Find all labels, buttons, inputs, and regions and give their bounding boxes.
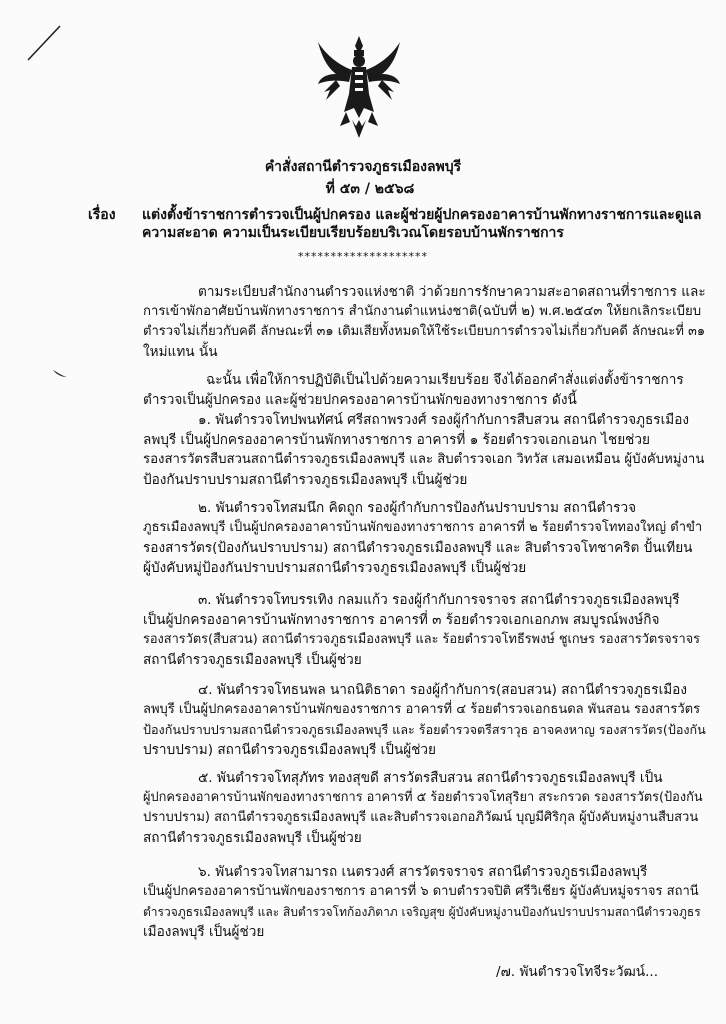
continuation-note: /๗. พันตำรวจโทจีระวัฒน์...: [496, 964, 659, 980]
item3-line-1: ๓. พันตำรวจโทบรรเทิง กลมแก้ว รองผู้กำกับการจราจร สถานีตำรวจภูธรเมืองลพบุรี: [198, 592, 680, 608]
order-line-1: ฉะนั้น เพื่อให้การปฏิบัติเป็นไปด้วยความเรียบร้อย จึงได้ออกคำสั่งแต่งตั้งข้าราชการ: [206, 372, 684, 388]
separator: ********************: [298, 250, 428, 263]
item1-line-4: ป้องกันปราบปรามสถานีตำรวจภูธรเมืองลพบุรี เป็นผู้ช่วย: [143, 472, 468, 488]
subject-line-1: แต่งตั้งข้าราชการตำรวจเป็นผู้ปกครอง และผู้ช่วยผู้ปกครองอาคารบ้านพักทางราชการและดูแล: [142, 207, 702, 223]
order-number: ที่ ๕๓ / ๒๕๖๘: [325, 181, 415, 197]
item3-line-4: สถานีตำรวจภูธรเมืองลพบุรี เป็นผู้ช่วย: [143, 652, 362, 668]
item2-line-3: รองสารวัตร(ป้องกันปราบปราม) สถานีตำรวจภูธรเมืองลพบุรี และ สิบตำรวจโทชาคริต ปั้นเทียน: [143, 540, 693, 556]
intro-line-4: ใหม่แทน นั้น: [143, 344, 218, 360]
item4-line-1: ๔. พันตำรวจโทธนพล นาถนิติธาดา รองผู้กำกับการ(สอบสวน) สถานีตำรวจภูธรเมือง: [198, 682, 687, 698]
item1-line-2: ลพบุรี เป็นผู้ปกครองอาคารบ้านพักทางราชการ อาคารที่ ๑ ร้อยตำรวจเอกเอนก ไชยช่วย: [143, 432, 650, 448]
order-line-2: ตำรวจเป็นผู้ปกครอง และผู้ช่วยปกครองอาคารบ้านพักของทางราชการ ดังนี้: [143, 392, 577, 408]
item5-line-2: ผู้ปกครองอาคารบ้านพักของทางราชการ อาคารที่ ๕ ร้อยตำรวจโทสุริยา สระกรวด รองสารวัตร(ป้องกัน: [143, 790, 703, 805]
item5-line-3: ปราบปราม) สถานีตำรวจภูธรเมืองลพบุรี และสิบตำรวจเอกอภิวัฒน์ บุญมีศิริกุล ผู้บังคับหมู่งานสืบสวน: [143, 810, 699, 825]
item4-line-3: ป้องกันปราบปรามสถานีตำรวจภูธรเมืองลพบุรี และ ร้อยตำรวจตรีสราวุธ อาจคงหาญ รองสารวัตร(ป้องกัน: [143, 722, 706, 737]
subject-label: เรื่อง: [88, 207, 116, 223]
item2-line-4: ผู้บังคับหมู่ป้องกันปราบปรามสถานีตำรวจภูธรเมืองลพบุรี เป็นผู้ช่วย: [143, 560, 527, 576]
item6-line-1: ๖. พันตำรวจโทสามารถ เนตรวงศ์ สารวัตรจราจร สถานีตำรวจภูธรเมืองลพบุรี: [198, 864, 648, 880]
item5-line-4: สถานีตำรวจภูธรเมืองลพบุรี เป็นผู้ช่วย: [143, 830, 362, 846]
intro-line-1: ตามระเบียบสำนักงานตำรวจแห่งชาติ ว่าด้วยการรักษาความสะอาดสถานที่ราชการ และ: [198, 284, 706, 300]
item4-line-2: ลพบุรี เป็นผู้ปกครองอาคารบ้านพักของราชการ อาคารที่ ๔ ร้อยตำรวจเอกธนดล พันสอน รองสารวัตร: [143, 702, 701, 717]
item1-line-3: รองสารวัตรสืบสวนสถานีตำรวจภูธรเมืองลพบุรี และ สิบตำรวจเอก วิทวัส เสมอเหมือน ผู้บังคับหมู่งาน: [143, 452, 705, 467]
item6-line-3: ตำรวจภูธรเมืองลพบุรี และ สิบตำรวจโทก้องภิตาภ เจริญสุข ผู้บังคับหมู่งานป้องกันปราบปรามสถานีตำรวจภูธร: [143, 905, 701, 919]
subject-line-2: ความสะอาด ความเป็นระเบียบเรียบร้อยบริเวณโดยรอบบ้านพักราชการ: [142, 225, 564, 241]
intro-line-2: การเข้าพักอาศัยบ้านพักทางราชการ สำนักงานตำแหน่งชาติ(ฉบับที่ ๒) พ.ศ.๒๕๔๓ ให้ยกเลิกระเบียบ: [143, 304, 702, 319]
item4-line-4: ปราบปราม) สถานีตำรวจภูธรเมืองลพบุรี เป็นผู้ช่วย: [143, 742, 437, 758]
pen-stroke-mark: [24, 22, 64, 62]
ink-mark: [52, 368, 68, 378]
item3-line-3: รองสารวัตร(สืบสวน) สถานีตำรวจภูธรเมืองลพบุรี และ ร้อยตำรวจโทธีรพงษ์ ชูเกษร รองสารวัตรจราจร: [143, 632, 701, 647]
item2-line-2: ภูธรเมืองลพบุรี เป็นผู้ปกครองอาคารบ้านพักของทางราชการ อาคารที่ ๒ ร้อยตำรวจโททองใหญ่ ดำขำ: [143, 520, 703, 535]
intro-line-3: ตำรวจไม่เกี่ยวกับคดี ลักษณะที่ ๓๑ เดิมเสียทั้งหมดให้ใช้ระเบียบการตำรวจไม่เกี่ยวกับคดี ลักษณะที่ ๓๑: [143, 324, 706, 339]
item3-line-2: เป็นผู้ปกครองอาคารบ้านพักทางราชการ อาคารที่ ๓ ร้อยตำรวจเอกเอกภพ สมบูรณ์พงษ์กิจ: [143, 612, 660, 628]
item6-line-2: เป็นผู้ปกครองอาคารบ้านพักของราชการ อาคารที่ ๖ ดาบตำรวจปิติ ศรีวิเชียร ผู้บังคับหมู่จราจร สถานี: [143, 884, 699, 899]
item1-line-1: ๑. พันตำรวจโทปพนทัศน์ ศรีสถาพรวงศ์ รองผู้กำกับการสืบสวน สถานีตำรวจภูธรเมือง: [198, 412, 690, 428]
item6-line-4: เมืองลพบุรี เป็นผู้ช่วย: [143, 924, 265, 940]
document-title: คำสั่งสถานีตำรวจภูธรเมืองลพบุรี: [264, 159, 462, 175]
item2-line-1: ๒. พันตำรวจโทสมนึก คิดถูก รองผู้กำกับการป้องกันปราบปราม สถานีตำรวจ: [198, 500, 637, 516]
item5-line-1: ๕. พันตำรวจโทสุภัทร ทองสุขดี สารวัตรสืบสวน สถานีตำรวจภูธรเมืองลพบุรี เป็น: [198, 770, 663, 786]
garuda-emblem-icon: [316, 34, 402, 142]
